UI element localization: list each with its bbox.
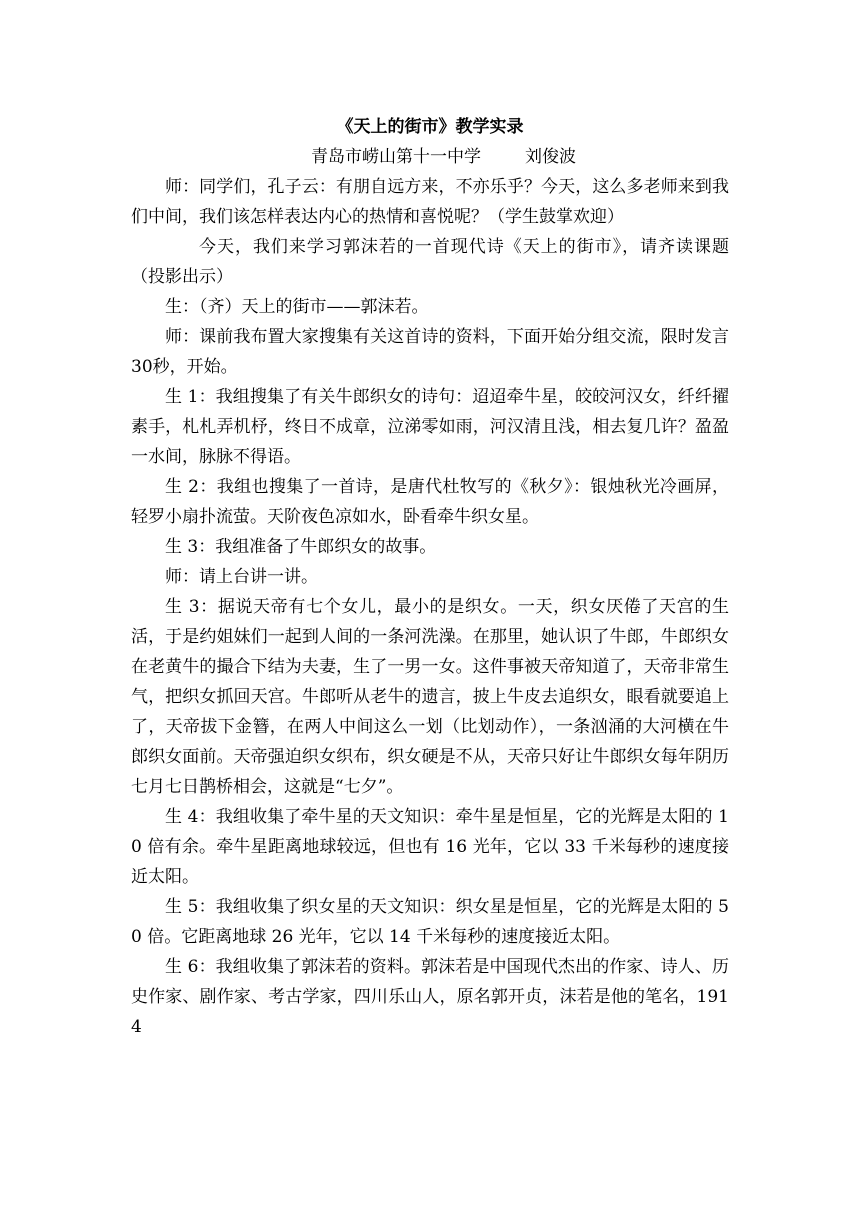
- author-name: 刘俊波: [525, 147, 576, 167]
- document-title: 《天上的街市》教学实录: [336, 117, 524, 137]
- paragraph: 生 5：我组收集了织女星的天文知识：织女星是恒星，它的光辉是太阳的 50 倍。它距离地球 26 光年，它以 14 千米每秒的速度接近太阳。: [131, 897, 729, 947]
- paragraph: 生 1：我组搜集了有关牛郎织女的诗句：迢迢牵牛星，皎皎河汉女，纤纤擢素手，札札弄机杼，终日不成章，泣涕零如雨，河汉清且浅，相去复几许？盈盈一水间，脉脉不得语。: [131, 387, 729, 467]
- paragraph: 生 6：我组收集了郭沫若的资料。郭沫若是中国现代杰出的作家、诗人、历史作家、剧作家、考古学家，四川乐山人，原名郭开贞，沫若是他的笔名，1914: [131, 957, 729, 1037]
- paragraph: 生 4：我组收集了牵牛星的天文知识：牵牛星是恒星，它的光辉是太阳的 10 倍有余。牵牛星距离地球较远，但也有 16 光年，它以 33 千米每秒的速度接近太阳。: [131, 807, 729, 887]
- paragraph: 今天，我们来学习郭沫若的一首现代诗《天上的街市》，请齐读课题（投影出示）: [131, 237, 729, 287]
- paragraph: 生：（齐）天上的街市——郭沫若。: [165, 297, 429, 317]
- paragraph: 生 2：我组也搜集了一首诗，是唐代杜牧写的《秋夕》：银烛秋光冷画屏，轻罗小扇扑流萤。天阶夜色凉如水，卧看牵牛织女星。: [131, 477, 729, 527]
- paragraph: 师：请上台讲一讲。: [165, 567, 318, 587]
- paragraph: 师：课前我布置大家搜集有关这首诗的资料，下面开始分组交流，限时发言30秒，开始。: [131, 327, 729, 377]
- document-body: [131, 112, 729, 1042]
- school-name: 青岛市崂山第十一中学: [311, 147, 481, 167]
- paragraph: 生 3：据说天帝有七个女儿，最小的是织女。一天，织女厌倦了天宫的生活，于是约姐妹们一起到人间的一条河洗澡。在那里，她认识了牛郎，牛郎织女在老黄牛的撮合下结为夫妻，生了一男一女。这件事被天帝知道了，天帝非常生气，把织女抓回天宫。牛郎听从老牛的遗言，披上牛皮去追织女，眼看就要追上了，天帝拔下金簪，在两人中间这么一划（比划动作），一条汹涌的大河横在牛郎织女面前。天帝强迫织女织布，织女硬是不从，天帝只好让牛郎织女每年阴历七月七日鹊桥相会，这就是“七夕”。: [131, 597, 729, 797]
- paragraph: 师：同学们，孔子云：有朋自远方来，不亦乐乎？今天，这么多老师来到我们中间，我们该怎样表达内心的热情和喜悦呢？（学生鼓掌欢迎）: [131, 177, 729, 227]
- byline: [131, 142, 729, 172]
- paragraph: 生 3：我组准备了牛郎织女的故事。: [165, 537, 437, 557]
